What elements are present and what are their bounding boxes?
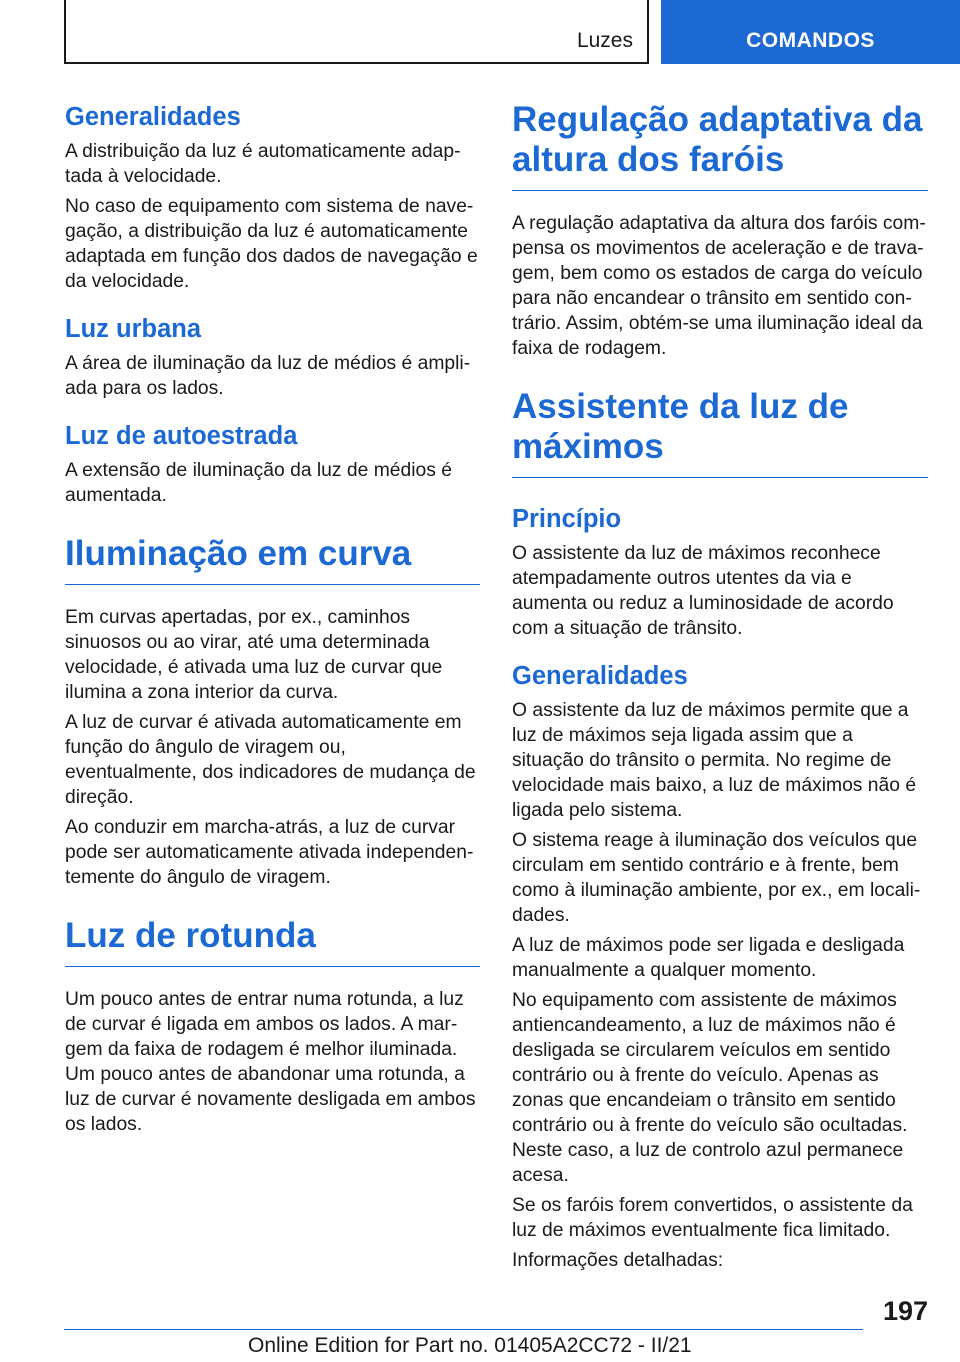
edition-note: Online Edition for Part no. 01405A2CC72 - II/21 [248, 1334, 692, 1357]
page-number: 197 [882, 1296, 928, 1326]
page-header [0, 0, 960, 66]
paragraph: A extensão de iluminação da luz de médios é aumentada. [65, 460, 452, 506]
chapter-title: Luzes [576, 29, 633, 52]
paragraph: A luz de máximos pode ser ligada e desligada manualmente a qualquer momento. [512, 935, 905, 981]
section-tab: COMANDOS [661, 0, 960, 64]
footer-divider [64, 1329, 863, 1330]
paragraph: Se os faróis forem convertidos, o assistente da luz de máximos eventualmente fica limitado. [512, 1195, 913, 1241]
heading-principio: Princípio [512, 505, 622, 533]
paragraph: A regulação adaptativa da altura dos faróis compensa os movimentos de aceleração e de travagem, bem como os estados de carga do veículo para não encandear o trânsito em sentido contrário. Assim, obtém-se uma iluminação ideal da faixa de rodagem. [512, 213, 926, 359]
right-column [512, 100, 928, 1278]
paragraph: O assistente da luz de máximos reconhece atempadamente outros utentes da via e aumenta ou reduz a luminosidade de acordo com a situação de trânsito. [512, 543, 894, 639]
paragraph: A distribuição da luz é automaticamente adaptada à velocidade. [65, 141, 461, 187]
paragraph: No caso de equipamento com sistema de navegação, a distribuição da luz é automaticamente adaptada em função dos dados de navegação e da velocidade. [65, 196, 478, 292]
paragraph: Ao conduzir em marcha-atrás, a luz de curvar pode ser automaticamente ativada independentemente do ângulo de viragem. [65, 817, 474, 888]
paragraph: Em curvas apertadas, por ex., caminhos sinuosos ou ao virar, até uma determinada velocidade, é ativada uma luz de curvar que ilumina a zona interior da curva. [65, 607, 443, 703]
section-heading-regulacao: Regulação adaptativa da altura dos faróis [512, 100, 928, 191]
heading-luz-urbana: Luz urbana [65, 315, 202, 343]
paragraph: Informações detalhadas: [512, 1250, 724, 1271]
section-heading-luz-rotunda: Luz de rotunda [65, 916, 480, 967]
paragraph: A área de iluminação da luz de médios é ampliada para os lados. [65, 353, 471, 399]
paragraph: No equipamento com assistente de máximos antiencandeamento, a luz de máximos não é desligada se circularem veículos em sentido contrário ou à frente do veículo. Apenas as zonas que encandeiam o trânsito em sentido contrário ou à frente do veículo são ocultadas. Neste caso, a luz de controlo azul permanece acesa. [512, 990, 908, 1186]
heading-luz-autoestrada: Luz de autoestrada [65, 422, 298, 450]
paragraph: O sistema reage à iluminação dos veículos que circulam em sentido contrário e à frente, bem como à iluminação ambiente, por ex., em localidades. [512, 830, 921, 926]
paragraph: O assistente da luz de máximos permite que a luz de máximos seja ligada assim que a situação do trânsito o permita. No regime de velocidade mais baixo, a luz de máximos não é ligada pelo sistema. [512, 700, 917, 821]
heading-generalidades: Generalidades [65, 103, 241, 131]
section-heading-iluminacao-curva: Iluminação em curva [65, 534, 480, 585]
paragraph: A luz de curvar é ativada automaticamente em função do ângulo de viragem ou, eventualmente, dos indicadores de mudança de direção. [65, 712, 476, 808]
paragraph: Um pouco antes de entrar numa rotunda, a luz de curvar é ligada em ambos os lados. A margem da faixa de rodagem é melhor iluminada. Um pouco antes de abandonar uma rotunda, a luz de curvar é novamente desligada em ambos os lados. [65, 989, 476, 1135]
left-column [65, 100, 480, 1142]
heading-generalidades-2: Generalidades [512, 662, 688, 690]
chapter-box [64, 0, 649, 64]
section-heading-assistente: Assistente da luz de máximos [512, 387, 928, 478]
